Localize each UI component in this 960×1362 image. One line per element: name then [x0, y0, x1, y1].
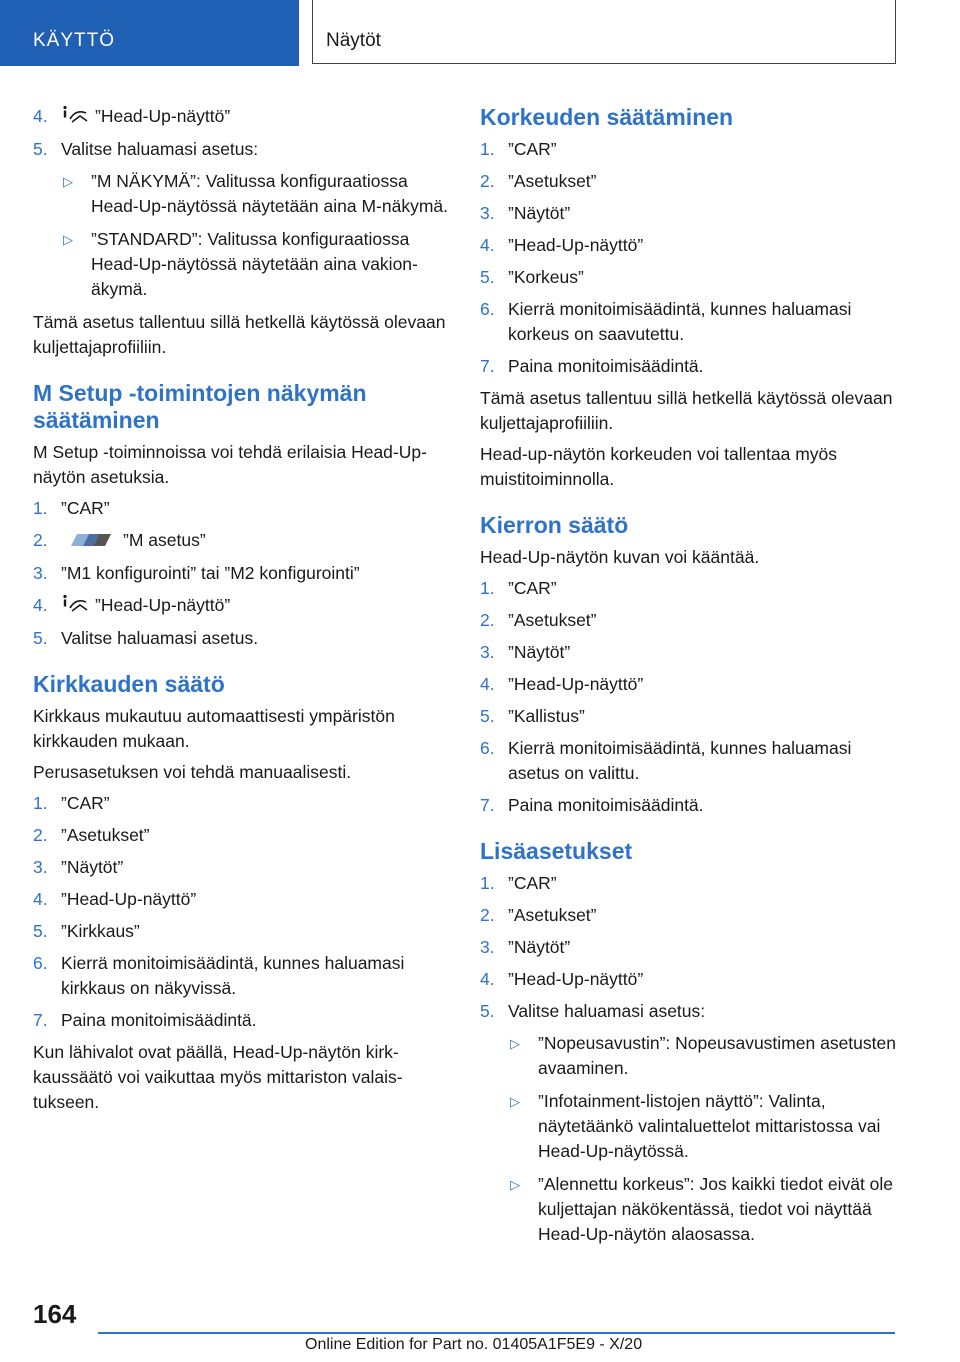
list-item: 4. ”Head-Up-näyttö” [33, 104, 453, 130]
heading-rotation: Kierron säätö [480, 512, 629, 538]
list-item: 4. ”Head-Up-näyttö” [33, 593, 453, 619]
list-item: 3. ”Näytöt” [33, 856, 124, 877]
paragraph: M Setup -toiminnoissa voi tehdä erilaisia Head-Up-näytön asetuksia. [33, 441, 427, 487]
list-item: 5. Valitse haluamasi asetus: [33, 138, 259, 159]
list-item: 6. Kierrä monitoimisäädintä, kunnes haluamasi korkeus on saavutettu. [480, 299, 852, 344]
option-bullets [33, 169, 453, 302]
list-item: 5. Valitse haluamasi asetus. [33, 627, 259, 648]
m-stripes-icon [61, 529, 117, 554]
list-item: 3. ”Näytöt” [480, 642, 571, 662]
list-item: ▷ ”Alennettu korkeus”: Jos kaikki tiedot eivät ole kuljettajan näkökentässä, tiedot voi näyttää Head-Up-näytön alaosassa. [510, 1174, 894, 1244]
msetup-steps [33, 496, 453, 651]
footer-edition: Online Edition for Part no. 01405A1F5E9 - X/20 [305, 1336, 643, 1353]
list-item: 2. ”Asetukset” [480, 610, 597, 630]
list-item: 2. ”Asetukset” [480, 905, 597, 925]
page-number: 164 [33, 1299, 77, 1329]
brightness-steps [33, 791, 453, 1033]
heading-extra-settings: Lisäasetukset [480, 838, 633, 864]
list-item: 4. ”Head-Up-näyttö” [480, 235, 644, 255]
list-item: 3. ”Näytöt” [480, 937, 571, 957]
triangle-bullet-icon: ▷ [63, 231, 73, 247]
list-item: 5. ”Korkeus” [480, 267, 584, 287]
list-item: ▷ ”Nopeusavustin”: Nopeusavustimen asetusten avaaminen. [510, 1033, 896, 1078]
list-item: 5. ”Kallistus” [480, 706, 585, 726]
list-item: 2. ”Asetukset” [480, 171, 597, 191]
paragraph: Perusasetuksen voi tehdä manuaalisesti. [33, 761, 352, 782]
list-item: 1. ”CAR” [480, 139, 557, 159]
hud-icon [61, 105, 89, 130]
hud-icon [61, 594, 89, 619]
triangle-bullet-icon: ▷ [510, 1094, 520, 1109]
list-item: ▷ ”M NÄKYMÄ”: Valitussa konfiguraatiossa Head-Up-näytössä näytetään aina M-näkymä. [63, 170, 448, 216]
heading-msetup: M Setup -toimintojen näkymän säätäminen [33, 379, 367, 433]
list-item: 1. ”CAR” [33, 497, 110, 518]
paragraph: Kun lähivalot ovat päällä, Head-Up-näytön kirkkaussäätö voi vaikuttaa myös mittariston valaistukseen. [33, 1041, 403, 1112]
list-item: 7. Paina monitoimisäädintä. [33, 1009, 257, 1030]
extra-steps [480, 871, 900, 1024]
triangle-bullet-icon: ▷ [510, 1036, 520, 1051]
list-item: 5. Valitse haluamasi asetus: [480, 1001, 706, 1021]
left-column [33, 104, 453, 1121]
section-title: KÄYTTÖ [33, 30, 116, 51]
triangle-bullet-icon: ▷ [510, 1177, 520, 1192]
list-item: 1. ”CAR” [33, 792, 110, 813]
rotation-steps [480, 576, 900, 818]
list-item: 3. ”M1 konfigurointi” tai ”M2 konfigurointi” [33, 562, 360, 583]
footer-divider [98, 1332, 895, 1334]
list-item: 1. ”CAR” [480, 873, 557, 893]
list-item: 1. ”CAR” [480, 578, 557, 598]
list-item: 4. ”Head-Up-näyttö” [33, 888, 197, 909]
list-item: 3. ”Näytöt” [480, 203, 571, 223]
list-item: 2. ”Asetukset” [33, 824, 150, 845]
extra-bullets [480, 1031, 900, 1247]
paragraph: Kirkkaus mukautuu automaattisesti ympäristön kirkkauden mukaan. [33, 705, 395, 751]
list-item: ▷ ”Infotainment-listojen näyttö”: Valinta, näytetäänkö valintaluettelot mittaristossa vai Head-Up-näytössä. [510, 1091, 881, 1161]
paragraph: Head-up-näytön korkeuden voi tallentaa myös muistitoiminnolla. [480, 444, 838, 489]
section-tab [0, 0, 299, 66]
list-item: 6. Kierrä monitoimisäädintä, kunnes haluamasi kirkkaus on näkyvissä. [33, 952, 405, 998]
list-item: 5. ”Kirkkaus” [33, 920, 140, 941]
list-item: 7. Paina monitoimisäädintä. [480, 356, 704, 376]
list-item: 7. Paina monitoimisäädintä. [480, 795, 704, 815]
heading-brightness: Kirkkauden säätö [33, 670, 225, 697]
list-item: 2. ”M asetus” [33, 528, 453, 554]
heading-height: Korkeuden säätäminen [480, 104, 734, 130]
triangle-bullet-icon: ▷ [63, 173, 73, 189]
list-item: 4. ”Head-Up-näyttö” [480, 674, 644, 694]
paragraph: Head-Up-näytön kuvan voi kääntää. [480, 547, 760, 567]
paragraph: Tämä asetus tallentuu sillä hetkellä käytössä olevaan kuljettajaprofiiliin. [33, 311, 446, 357]
height-steps [480, 137, 900, 379]
list-item: 4. ”Head-Up-näyttö” [480, 969, 644, 989]
paragraph: Tämä asetus tallentuu sillä hetkellä käytössä olevaan kuljettajaprofiiliin. [480, 388, 893, 433]
list-item: ▷ ”STANDARD”: Valitussa konfiguraatiossa Head-Up-näytössä näytetään aina vakionäkymä. [63, 228, 418, 299]
right-column [480, 104, 900, 1255]
hud-steps-continued [33, 104, 453, 162]
list-item: 6. Kierrä monitoimisäädintä, kunnes haluamasi asetus on valittu. [480, 738, 852, 783]
chapter-header [312, 0, 896, 64]
chapter-title: Näytöt [326, 30, 381, 51]
